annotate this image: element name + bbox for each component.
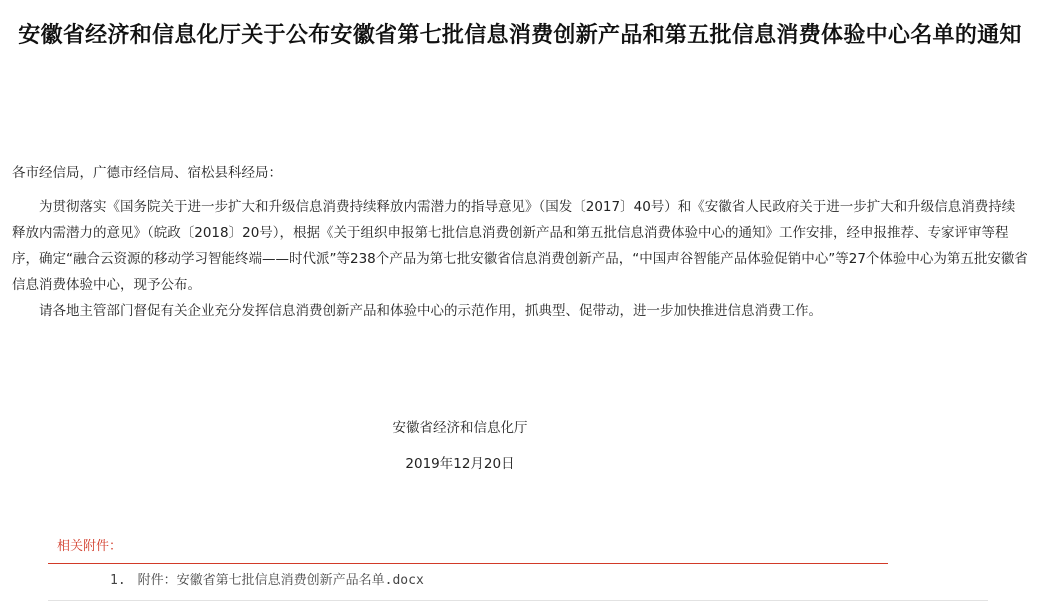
attachment-list-item [110,571,424,591]
attachment-index: 1. [110,573,126,588]
document-body [12,194,1028,324]
attachments-label: 相关附件： [57,539,123,554]
attachments-divider [48,563,888,564]
salutation: 各市经信局，广德市经信局、宿松县科经局： [12,165,282,181]
body-paragraph: 请各地主管部门督促有关企业充分发挥信息消费创新产品和体验中心的示范作用，抓典型、促带动，进一步加快推进信息消费工作。 [39,303,822,319]
document-title: 安徽省经济和信息化厅关于公布安徽省第七批信息消费创新产品和第五批信息消费体验中心名单的通知 [18,22,1022,48]
signature-date: 2019年12月20日 [405,456,515,472]
attachment-link[interactable]: 附件：安徽省第七批信息消费创新产品名单.docx [137,573,424,588]
body-paragraph: 为贯彻落实《国务院关于进一步扩大和升级信息消费持续释放内需潜力的指导意见》（国发〔2017〕40号）和《安徽省人民政府关于进一步扩大和升级信息消费持续释放内需潜力的意见》（皖政〔2018〕20号），根据《关于组织申报第七批信息消费创新产品和第五批信息消费体验中心的通知》工作安排，经申报推荐、专家评审等程序，确定“融合云资源的移动学习智能终端——时代派”等238个产品为第七批安徽省信息消费创新产品，“中国声谷智能产品体验促销中心”等27个体验中心为第五批安徽省信息消费体验中心，现予公布。 [12,199,1028,293]
signature-organization: 安徽省经济和信息化厅 [392,420,528,436]
bottom-divider [48,600,988,601]
